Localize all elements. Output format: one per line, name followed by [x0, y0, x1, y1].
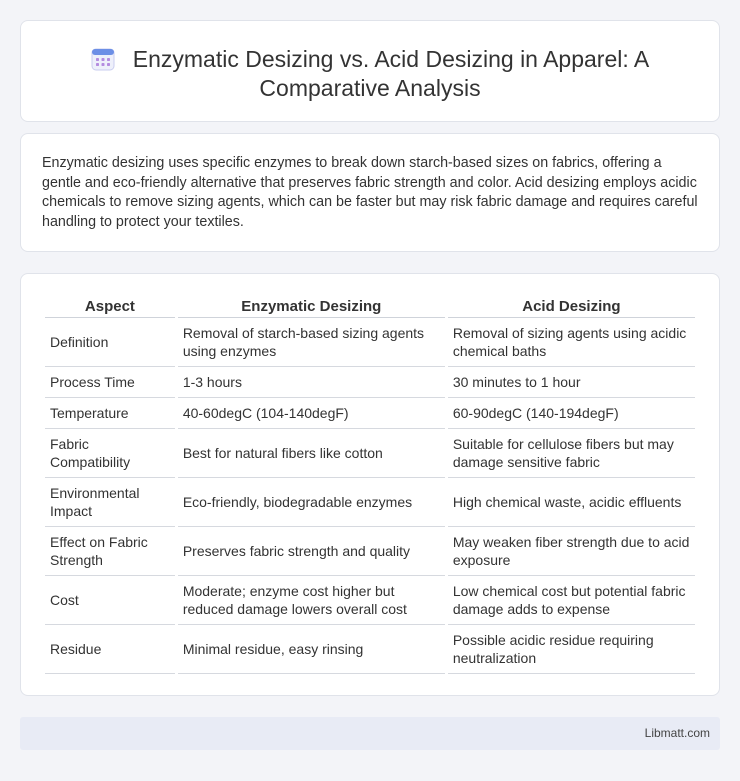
aspect-cell: Environmental Impact [45, 478, 175, 527]
enzymatic-cell: 1-3 hours [178, 367, 445, 398]
aspect-cell: Temperature [45, 398, 175, 429]
intro-paragraph: Enzymatic desizing uses specific enzymes to break down starch-based sizes on fabrics, offering a gentle and eco-friendly alternative that preserves fabric strength and color. Acid desizing employs acidic chemicals to remove sizing agents, which can be faster but may risk fabric damage and requires careful handling to protect your textiles. [42, 155, 698, 230]
acid-cell: Possible acidic residue requiring neutralization [448, 625, 695, 674]
aspect-cell: Cost [45, 576, 175, 625]
title-card [20, 20, 720, 122]
table-row [45, 429, 695, 478]
acid-cell: Suitable for cellulose fibers but may damage sensitive fabric [448, 429, 695, 478]
intro-card [20, 133, 720, 252]
aspect-cell: Residue [45, 625, 175, 674]
page-title-wrap [21, 45, 719, 103]
enzymatic-cell: Preserves fabric strength and quality [178, 527, 445, 576]
calendar-icon [91, 47, 115, 71]
aspect-cell: Definition [45, 318, 175, 367]
header-aspect: Aspect [45, 296, 175, 318]
acid-cell: May weaken fiber strength due to acid exposure [448, 527, 695, 576]
enzymatic-cell: Eco-friendly, biodegradable enzymes [178, 478, 445, 527]
table-row [45, 625, 695, 674]
table-row [45, 398, 695, 429]
enzymatic-cell: Minimal residue, easy rinsing [178, 625, 445, 674]
table-header-row [45, 296, 695, 318]
acid-cell: 30 minutes to 1 hour [448, 367, 695, 398]
table-row [45, 576, 695, 625]
table-row [45, 478, 695, 527]
footer [20, 717, 720, 750]
enzymatic-cell: 40-60degC (104-140degF) [178, 398, 445, 429]
table-row [45, 527, 695, 576]
acid-cell: Removal of sizing agents using acidic chemical baths [448, 318, 695, 367]
aspect-cell: Fabric Compatibility [45, 429, 175, 478]
header-acid: Acid Desizing [448, 296, 695, 318]
acid-cell: 60-90degC (140-194degF) [448, 398, 695, 429]
comparison-table [42, 296, 698, 674]
page-title: Enzymatic Desizing vs. Acid Desizing in Apparel: A Comparative Analysis [132, 46, 650, 101]
table-row [45, 318, 695, 367]
table-row [45, 367, 695, 398]
enzymatic-cell: Best for natural fibers like cotton [178, 429, 445, 478]
acid-cell: High chemical waste, acidic effluents [448, 478, 695, 527]
acid-cell: Low chemical cost but potential fabric damage adds to expense [448, 576, 695, 625]
enzymatic-cell: Removal of starch-based sizing agents using enzymes [178, 318, 445, 367]
header-enzymatic: Enzymatic Desizing [178, 296, 445, 318]
footer-brand-link[interactable]: Libmatt.com [644, 726, 710, 740]
comparison-card [20, 273, 720, 696]
enzymatic-cell: Moderate; enzyme cost higher but reduced damage lowers overall cost [178, 576, 445, 625]
aspect-cell: Process Time [45, 367, 175, 398]
aspect-cell: Effect on Fabric Strength [45, 527, 175, 576]
